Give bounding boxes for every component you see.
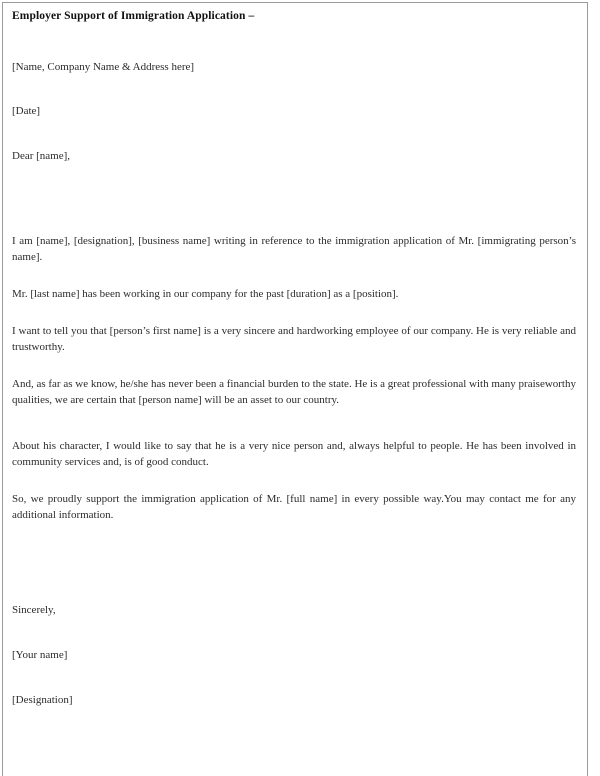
signature-name-placeholder: [Your name] — [12, 648, 68, 661]
sender-address-block: [Name, Company Name & Address here] — [12, 60, 195, 73]
body-paragraph-character-work: I want to tell you that [person’s first name] is a very sincere and hardworking employee of our company. He is very reliable and trustworthy. — [12, 325, 576, 354]
signature-closing: Sincerely, — [12, 603, 56, 616]
body-paragraph-intro: I am [name], [designation], [business name] writing in reference to the immigration application of Mr. [immigrating person’s name]. — [12, 235, 576, 264]
signature-designation-placeholder: [Designation] — [12, 693, 73, 706]
body-paragraph-closing-support: So, we proudly support the immigration application of Mr. [full name] in every possible way.You may contact me for any additional information. — [12, 492, 576, 521]
body-paragraph-financial: And, as far as we know, he/she has never been a financial burden to the state. He is a great professional with many praiseworthy qualities, we are certain that [person name] will be an asset to our country. — [12, 378, 576, 406]
date-line: [Date] — [12, 105, 41, 118]
page-title: Employer Support of Immigration Application – — [12, 10, 255, 22]
document-content — [12, 0, 576, 708]
salutation: Dear [name], — [12, 150, 71, 163]
body-paragraph-employment: Mr. [last name] has been working in our company for the past [duration] as a [position]. — [12, 288, 399, 301]
body-paragraph-character-personal: About his character, I would like to say that he is a very nice person and, always helpful to people. He has been involved in community services and, is of good conduct. — [12, 439, 576, 468]
